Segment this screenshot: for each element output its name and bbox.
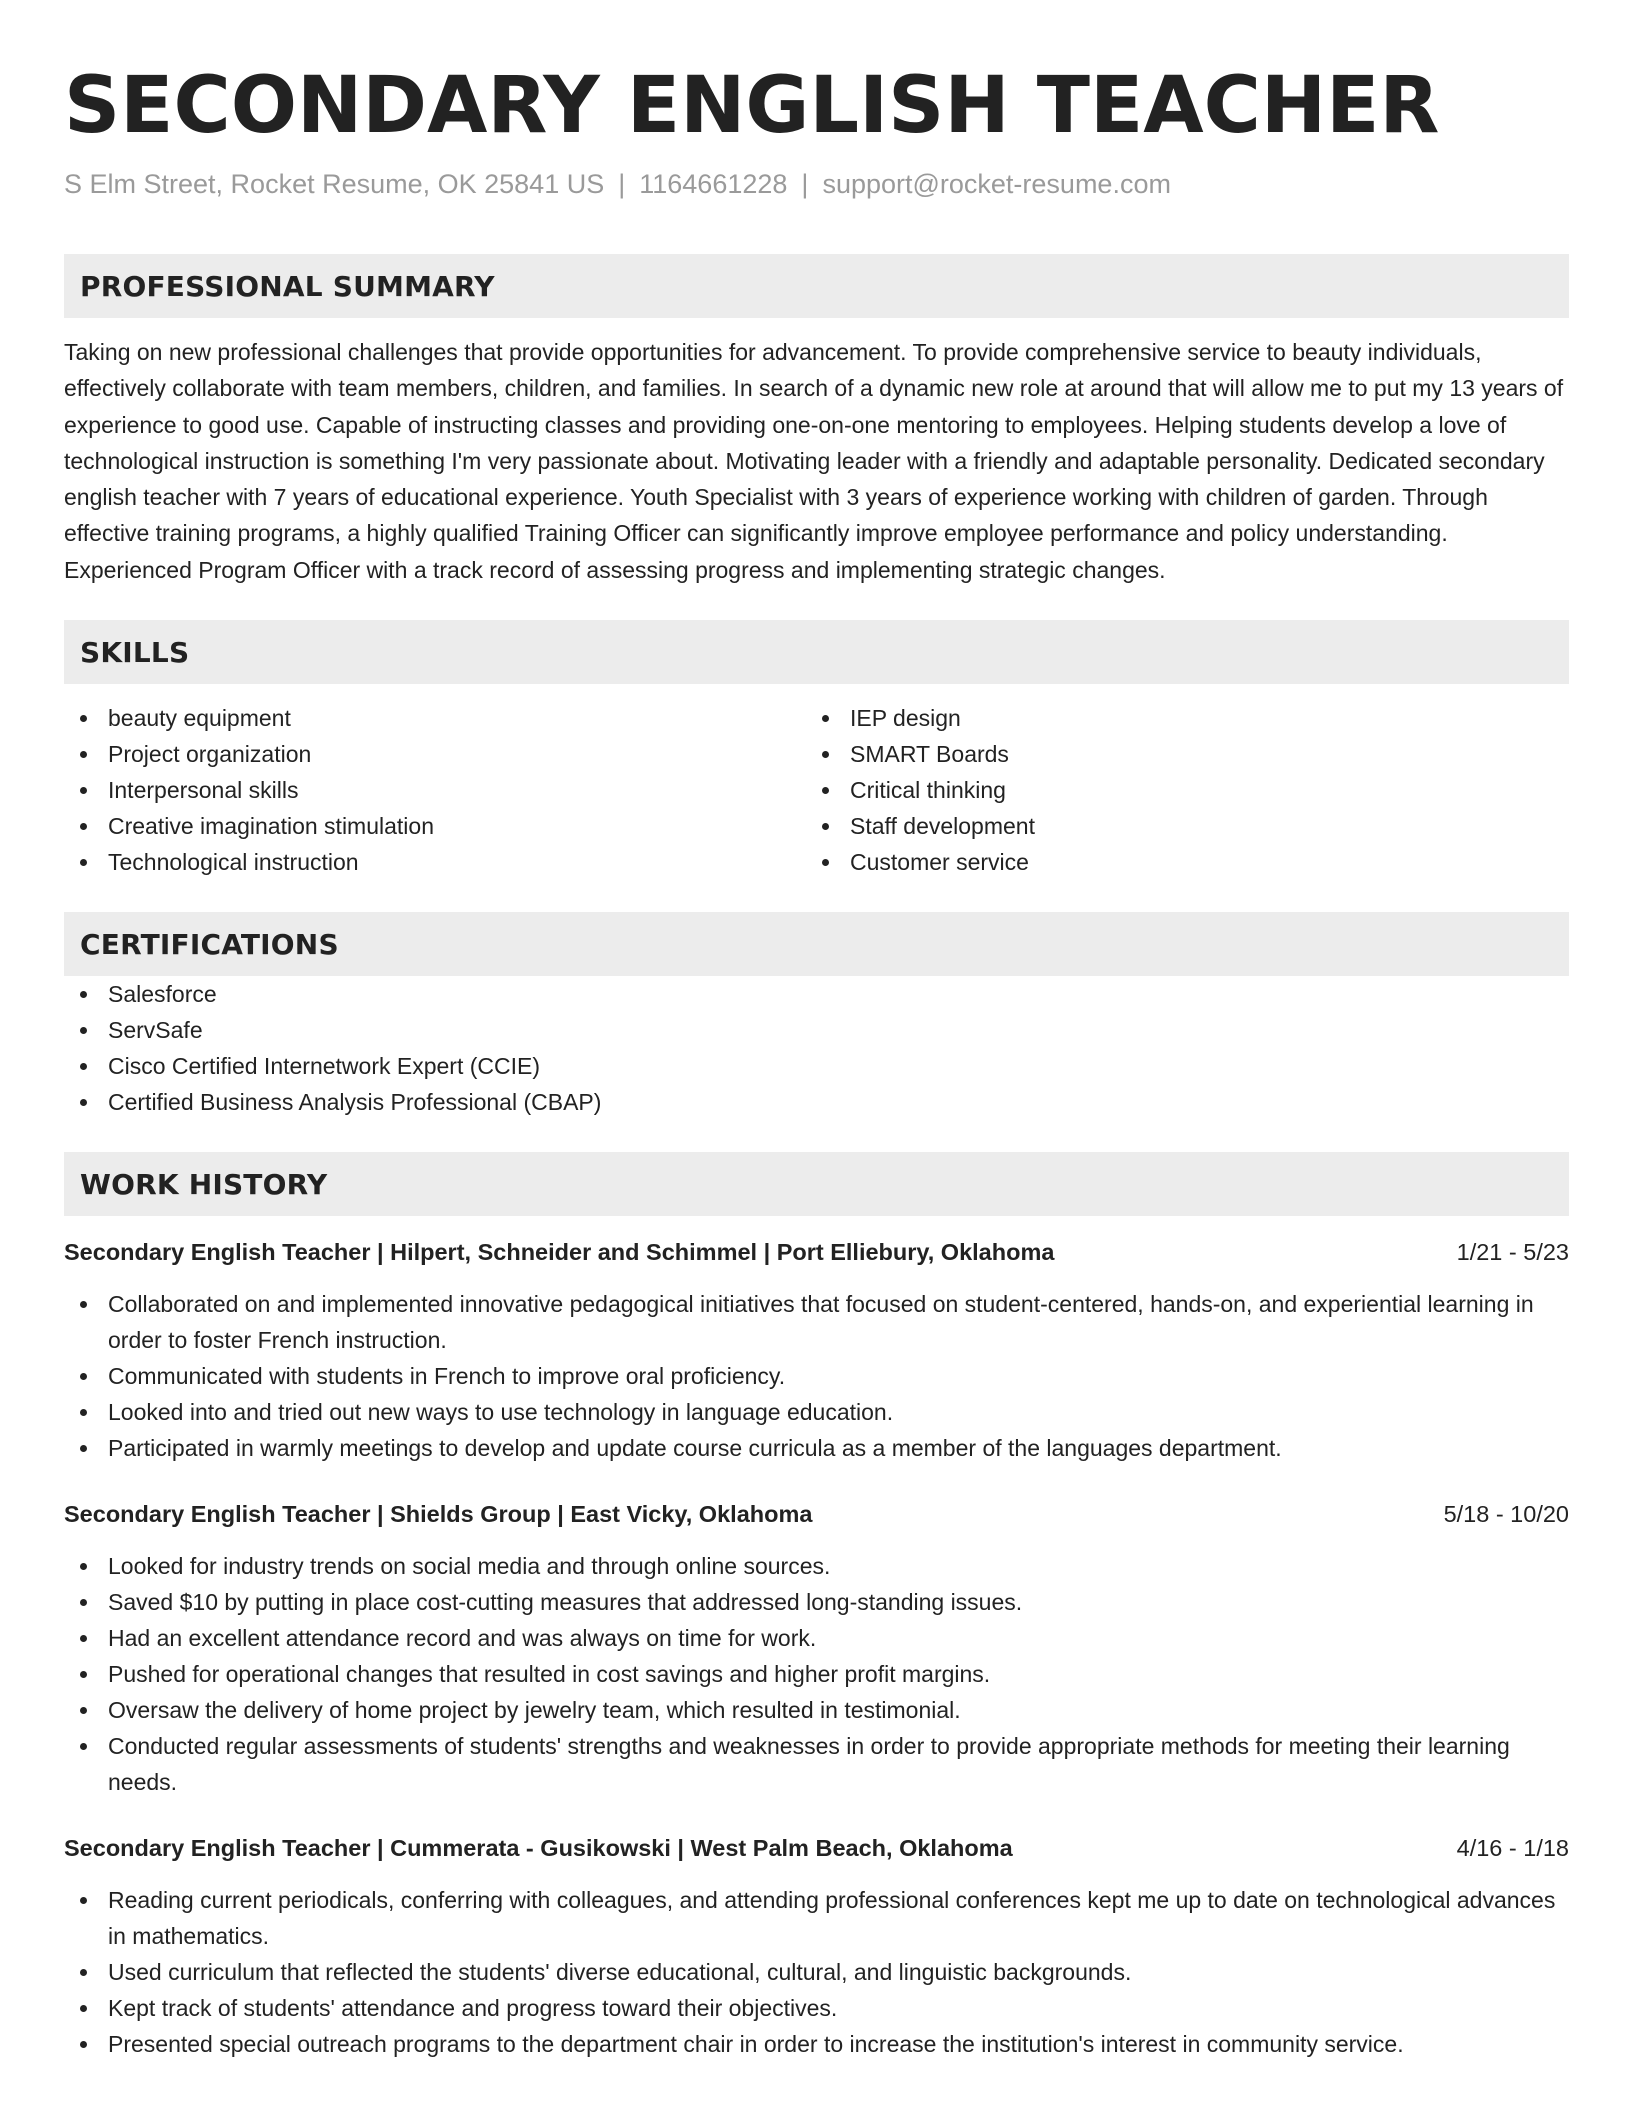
section-title: WORK HISTORY [80,1167,328,1201]
job-duties [64,1882,1569,2062]
job-duty: Reading current periodicals, conferring with colleagues, and attending professional conferences kept me up to date on technological advances in mathematics. [64,1882,1569,1954]
certification-item: ServSafe [64,1012,1569,1048]
job-heading: Secondary English Teacher | Cummerata - Gusikowski | West Palm Beach, Oklahoma [64,1835,1013,1862]
phone: 1164661228 [639,169,788,199]
job-duty: Pushed for operational changes that resulted in cost savings and higher profit margins. [64,1656,1569,1692]
resume-page [64,56,1569,2062]
certification-item: Cisco Certified Internetwork Expert (CCIE) [64,1048,1569,1084]
job-duty: Oversaw the delivery of home project by jewelry team, which resulted in testimonial. [64,1692,1569,1728]
job-duty: Participated in warmly meetings to develop and update course curricula as a member of the languages department. [64,1430,1569,1466]
certification-item: Salesforce [64,976,1569,1012]
section-title: PROFESSIONAL SUMMARY [80,269,495,303]
skill-item: IEP design [806,700,1548,736]
job-duty: Presented special outreach programs to the department chair in order to increase the institution's interest in community service. [64,2026,1569,2062]
skill-item: Interpersonal skills [64,772,806,808]
job-dates: 4/16 - 1/18 [1456,1835,1569,1862]
contact-separator: | [618,169,626,199]
job-duty: Used curriculum that reflected the students' diverse educational, cultural, and linguistic backgrounds. [64,1954,1569,1990]
skill-item: beauty equipment [64,700,806,736]
address: S Elm Street, Rocket Resume, OK 25841 US [64,169,605,199]
job-duty: Collaborated on and implemented innovative pedagogical initiatives that focused on student-centered, hands-on, and experiential learning in order to foster French instruction. [64,1286,1569,1358]
section-title: CERTIFICATIONS [80,927,339,961]
skills-column-right [806,700,1548,880]
job-duty: Had an excellent attendance record and was always on time for work. [64,1620,1569,1656]
job-heading: Secondary English Teacher | Hilpert, Schneider and Schimmel | Port Elliebury, Oklahoma [64,1239,1055,1266]
section-header-certifications [64,912,1569,976]
job-duty: Communicated with students in French to improve oral proficiency. [64,1358,1569,1394]
job-duty: Looked into and tried out new ways to use technology in language education. [64,1394,1569,1430]
job-entry [64,1830,1569,2062]
skill-item: Project organization [64,736,806,772]
job-duty: Conducted regular assessments of students' strengths and weaknesses in order to provide appropriate methods for meeting their learning needs. [64,1728,1569,1800]
section-header-skills [64,620,1569,684]
job-heading-row [64,1234,1569,1270]
skills-column-left [64,700,806,880]
job-entry [64,1234,1569,1466]
skill-item: Critical thinking [806,772,1548,808]
job-dates: 5/18 - 10/20 [1443,1501,1569,1528]
job-heading: Secondary English Teacher | Shields Group | East Vicky, Oklahoma [64,1501,813,1528]
job-duty: Saved $10 by putting in place cost-cutting measures that addressed long-standing issues. [64,1584,1569,1620]
email: support@rocket-resume.com [822,169,1171,199]
skill-item: Creative imagination stimulation [64,808,806,844]
job-duty: Looked for industry trends on social media and through online sources. [64,1548,1569,1584]
skill-item: Technological instruction [64,844,806,880]
job-duties [64,1548,1569,1800]
job-dates: 1/21 - 5/23 [1456,1239,1569,1266]
summary-text: Taking on new professional challenges that provide opportunities for advancement. To provide comprehensive service to beauty individuals, effectively collaborate with team members, children, and families. In search of a dynamic new role at around that will allow me to put my 13 years of experience to good use. Capable of instructing classes and providing one-on-one mentoring to employees. Helping students develop a love of technological instruction is something I'm very passionate about. Motivating leader with a friendly and adaptable personality. Dedicated secondary english teacher with 7 years of educational experience. Youth Specialist with 3 years of experience working with children of garden. Through effective training programs, a highly qualified Training Officer can significantly improve employee performance and policy understanding. Experienced Program Officer with a track record of assessing progress and implementing strategic changes. [64,339,1564,583]
job-entry [64,1496,1569,1800]
section-header-summary [64,254,1569,318]
section-title: SKILLS [80,635,190,669]
certification-item: Certified Business Analysis Professional (CBAP) [64,1084,1569,1120]
skill-item: SMART Boards [806,736,1548,772]
candidate-name: SECONDARY ENGLISH TEACHER [64,61,1440,151]
skills-list [64,700,1569,880]
job-heading-row [64,1496,1569,1532]
section-header-work-history [64,1152,1569,1216]
job-heading-row [64,1830,1569,1866]
certifications-list [64,976,1569,1120]
job-duty: Kept track of students' attendance and progress toward their objectives. [64,1990,1569,2026]
job-duties [64,1286,1569,1466]
skill-item: Staff development [806,808,1548,844]
skill-item: Customer service [806,844,1548,880]
contact-line [64,164,1569,204]
contact-separator: | [801,169,809,199]
